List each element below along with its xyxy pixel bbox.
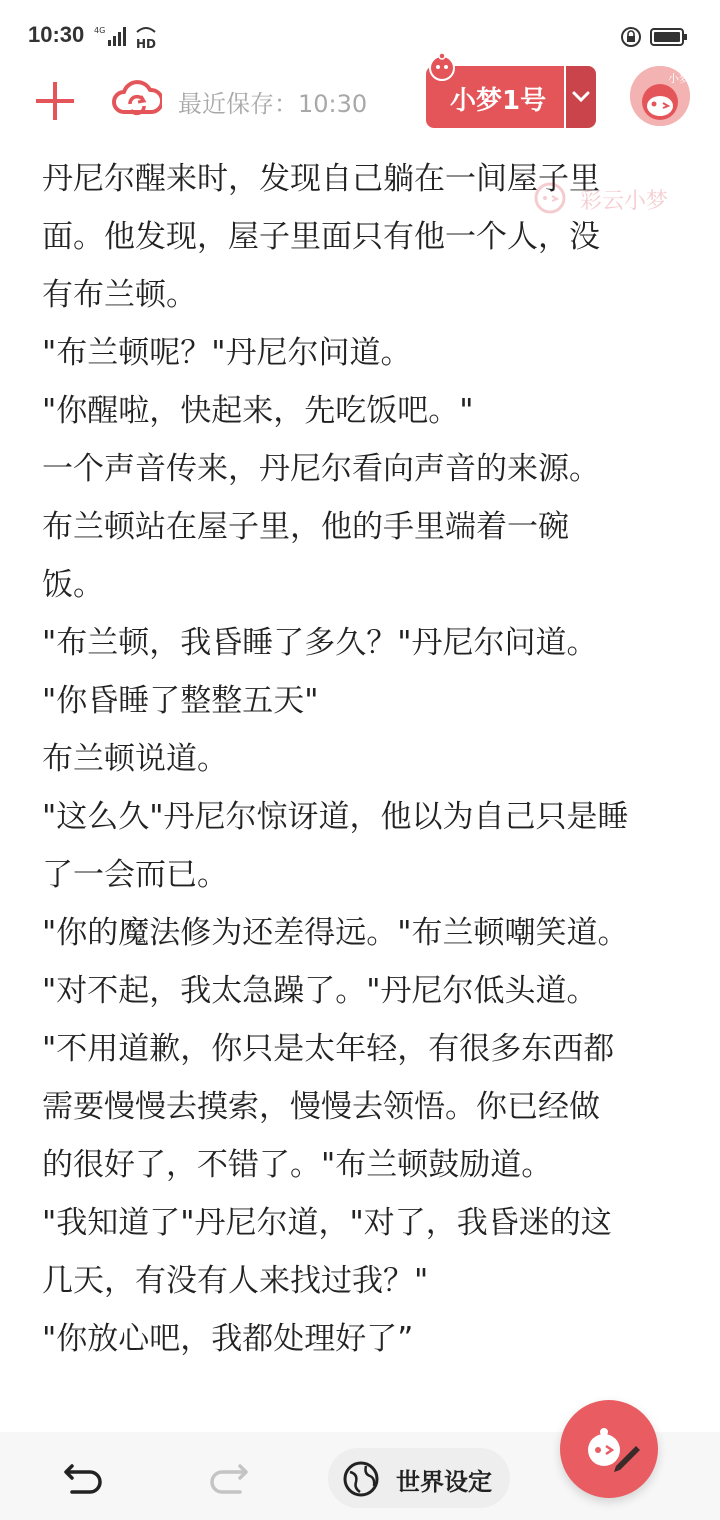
story-line: "你昏睡了整整五天" [42, 683, 319, 719]
hd-label: HD [136, 37, 157, 50]
avatar-label: 小梦 [668, 72, 690, 85]
character-name: 小梦1号 [450, 86, 547, 116]
story-line: 需要慢慢去摸索，慢慢去领悟。你已经做 [42, 1089, 600, 1125]
watermark-text: 彩云小梦 [580, 189, 669, 214]
story-line: "你放心吧，我都处理好了” [42, 1321, 414, 1357]
story-line: 的很好了，不错了。"布兰顿鼓励道。 [42, 1147, 553, 1183]
story-line: 布兰顿说道。 [42, 741, 228, 777]
character-dropdown-button[interactable] [566, 66, 596, 128]
undo-icon[interactable] [60, 1456, 108, 1498]
story-line: "你的魔法修为还差得远。"布兰顿嘲笑道。 [42, 915, 629, 951]
plus-icon[interactable] [34, 80, 76, 122]
avatar[interactable] [630, 66, 690, 126]
story-line: 一个声音传来，丹尼尔看向声音的来源。 [42, 451, 600, 487]
story-line: 有布兰顿。 [42, 277, 197, 313]
character-selector[interactable] [426, 66, 596, 128]
story-line: "布兰顿呢？"丹尼尔问道。 [42, 335, 412, 371]
hd-icon [134, 24, 158, 50]
chevron-down-icon [566, 66, 596, 128]
signal-icon [92, 24, 132, 48]
planet-icon [342, 1460, 380, 1498]
cloud-sync-icon[interactable] [112, 78, 162, 124]
world-settings-label: 世界设定 [396, 1468, 492, 1496]
status-time: 10:30 [28, 22, 85, 47]
network-label: 4G [94, 26, 106, 35]
mascot-avatar-icon [630, 66, 690, 126]
story-line: 丹尼尔醒来时，发现自己躺在一间屋子里 [42, 161, 600, 197]
ai-continue-button[interactable] [560, 1400, 658, 1498]
editor-toolbar [0, 60, 720, 140]
story-line: "布兰顿，我昏睡了多久？"丹尼尔问道。 [42, 625, 598, 661]
story-editor[interactable] [42, 150, 682, 1368]
story-line: 几天，有没有人来找过我？" [42, 1263, 429, 1299]
story-line: 布兰顿站在屋子里，他的手里端着一碗 [42, 509, 569, 545]
story-line: "对不起，我太急躁了。"丹尼尔低头道。 [42, 973, 598, 1009]
story-line: 饭。 [42, 567, 104, 603]
story-line: 了一会而已。 [42, 857, 228, 893]
mascot-pen-icon [560, 1400, 658, 1498]
redo-icon[interactable] [204, 1456, 252, 1498]
battery-icon [650, 28, 688, 46]
story-line: "你醒啦，快起来，先吃饭吧。" [42, 393, 474, 429]
mascot-icon [426, 52, 462, 82]
world-settings-button[interactable] [328, 1448, 510, 1508]
story-line: "我知道了"丹尼尔道，"对了，我昏迷的这 [42, 1205, 612, 1241]
last-saved-status: 最近保存：10:30 [178, 90, 368, 118]
story-line: "不用道歉，你只是太年轻，有很多东西都 [42, 1031, 615, 1067]
story-line: 面。他发现，屋子里面只有他一个人，没 [42, 219, 600, 255]
story-line: "这么久"丹尼尔惊讶道，他以为自己只是睡 [42, 799, 629, 835]
rotation-lock-icon [620, 26, 642, 48]
